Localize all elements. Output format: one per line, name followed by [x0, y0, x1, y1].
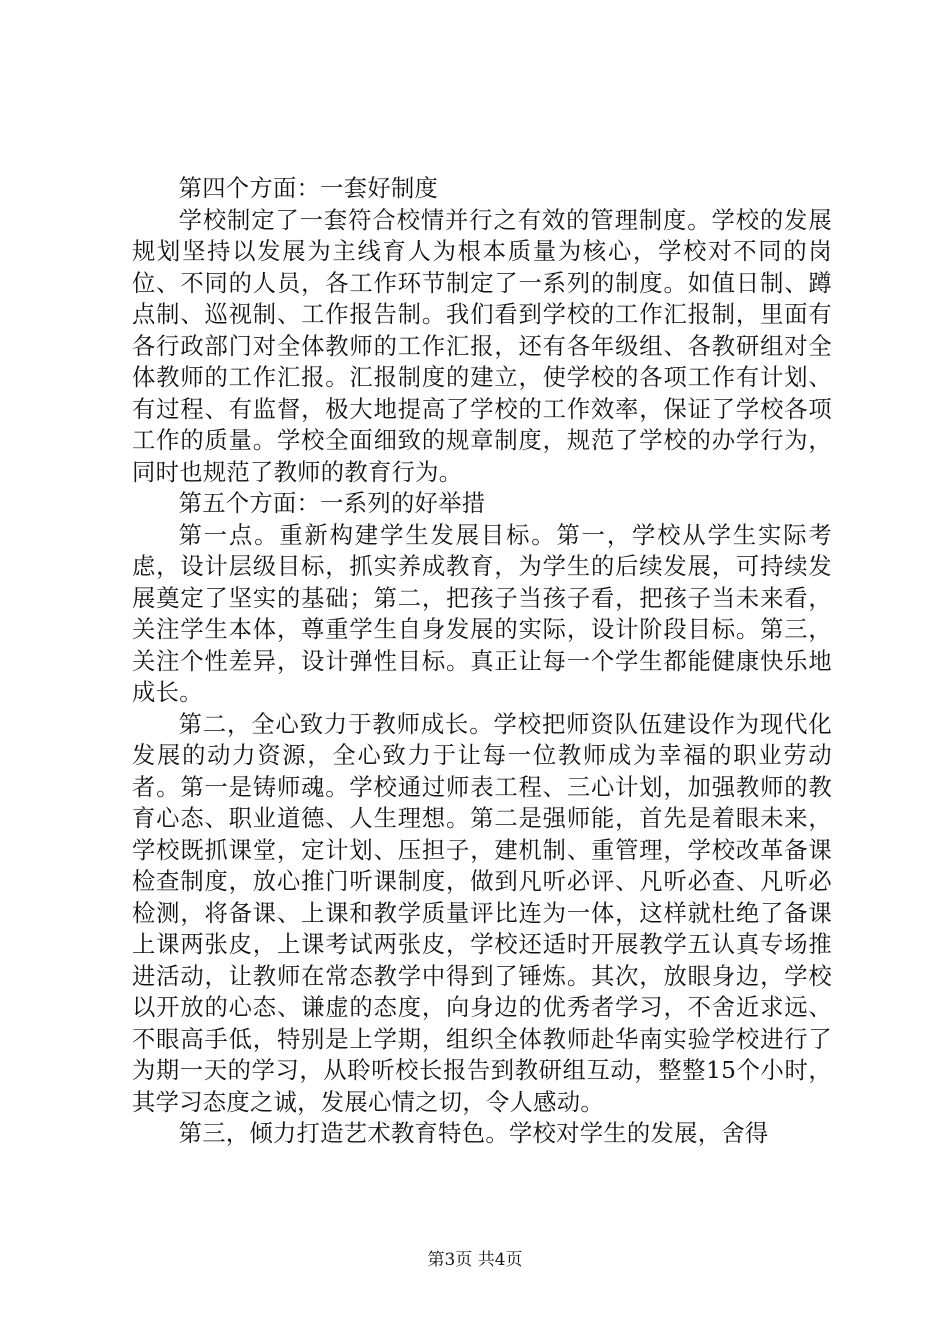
paragraph: 第一点。重新构建学生发展目标。第一，学校从学生实际考虑，设计层级目标，抓实养成教育，为学生的后续发展，可持续发展奠定了坚实的基础；第二，把孩子当孩子看，把孩子当未来看，关注学生本体，尊重学生自身发展的实际，设计阶段目标。第三，关注个性差异，设计弹性目标。真正让每一个学生都能健康快乐地成长。 [132, 521, 832, 706]
paragraph: 第二，全心致力于教师成长。学校把师资队伍建设作为现代化发展的动力资源，全心致力于让每一位教师成为幸福的职业劳动者。第一是铸师魂。学校通过师表工程、三心计划，加强教师的教育心态、职业道德、人生理想。第二是强师能，首先是着眼未来，学校既抓课堂，定计划、压担子，建机制、重管理，学校改革备课检查制度，放心推门听课制度，做到凡听必评、凡听必查、凡听必检测，将备课、上课和教学质量评比连为一体，这样就杜绝了备课上课两张皮，上课考试两张皮，学校还适时开展教学五认真专场推进活动，让教师在常态教学中得到了锤炼。其次，放眼身边，学校以开放的心态、谦虚的态度，向身边的优秀者学习，不舍近求远、不眼高手低，特别是上学期，组织全体教师赴华南实验学校进行了为期一天的学习，从聆听校长报告到教研组互动，整整15个小时，其学习态度之诚，发展心情之切，令人感动。 [132, 710, 832, 1116]
document-body [132, 173, 832, 1150]
section-heading-5: 第五个方面：一系列的好举措 [178, 490, 486, 517]
page-footer: 第3页 共4页 [427, 1250, 523, 1270]
section-heading-4: 第四个方面：一套好制度 [178, 175, 439, 202]
paragraph: 第三，倾力打造艺术教育特色。学校对学生的发展，舍得 [178, 1120, 769, 1147]
paragraph: 学校制定了一套符合校情并行之有效的管理制度。学校的发展规划坚持以发展为主线育人为根本质量为核心，学校对不同的岗位、不同的人员，各工作环节制定了一系列的制度。如值日制、蹲点制、巡视制、工作报告制。我们看到学校的工作汇报制，里面有各行政部门对全体教师的工作汇报，还有各年级组、各教研组对全体教师的工作汇报。汇报制度的建立，使学校的各项工作有计划、有过程、有监督，极大地提高了学校的工作效率，保证了学校各项工作的质量。学校全面细致的规章制度，规范了学校的办学行为，同时也规范了教师的教育行为。 [132, 206, 832, 486]
